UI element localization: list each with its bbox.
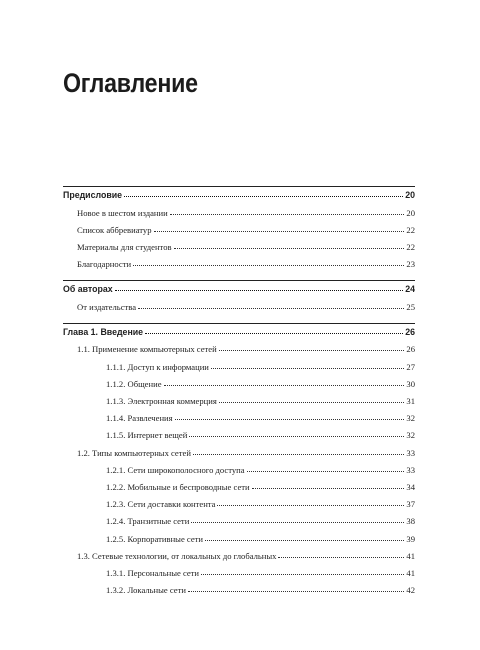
dot-leader: [247, 471, 405, 472]
toc-entry: [63, 242, 415, 259]
toc-page-number: 30: [406, 378, 415, 389]
toc-entry-label: Глава 1. Введение: [63, 326, 144, 337]
toc-entry: [63, 344, 415, 361]
toc-entry-label: Благодарности: [77, 259, 132, 270]
toc-entry-label: 1.1.1. Доступ к информации: [106, 361, 209, 372]
toc-entry: [63, 225, 415, 242]
toc-heading-entry: [63, 190, 415, 208]
toc-entry: [63, 259, 415, 276]
toc-page-number: 23: [406, 259, 415, 270]
toc-entry-label: 1.2.1. Сети широкополосного доступа: [106, 464, 245, 475]
dot-leader: [175, 419, 405, 420]
dot-leader: [193, 454, 404, 455]
toc-entry: [63, 585, 415, 602]
toc-entry: [63, 551, 415, 568]
toc-page-number: 34: [406, 481, 415, 492]
page-title: Оглавление: [63, 68, 198, 98]
toc-entry-label: От издательства: [77, 301, 137, 312]
dot-leader: [170, 214, 405, 215]
toc-entry-label: 1.1.3. Электронная коммерция: [106, 396, 217, 406]
toc-page-number: 27: [406, 361, 415, 372]
toc-entry-label: 1.3. Сетевые технологии, от локальных до глобальных: [77, 550, 277, 561]
dot-leader: [174, 248, 405, 249]
table-of-contents: [63, 186, 415, 602]
dot-leader: [133, 265, 404, 266]
toc-entry: [63, 482, 415, 499]
dot-leader: [115, 290, 404, 291]
dot-leader: [252, 488, 405, 489]
toc-entry: [63, 430, 415, 447]
toc-section: [63, 280, 415, 319]
toc-entry-label: 1.3.2. Локальные сети: [106, 585, 186, 596]
toc-entry-label: 1.2.2. Мобильные и беспроводные сети: [106, 481, 250, 492]
toc-page-number: 26: [406, 344, 415, 355]
toc-page-number: 26: [405, 326, 415, 337]
toc-heading-entry: [63, 284, 415, 302]
toc-entry-label: Материалы для студентов: [77, 241, 172, 252]
toc-entry-label: 1.2. Типы компьютерных сетей: [77, 447, 191, 458]
dot-leader: [124, 196, 403, 197]
dot-leader: [219, 402, 405, 403]
toc-section: [63, 186, 415, 276]
toc-entry-label: 1.1. Применение компьютерных сетей: [77, 344, 217, 355]
toc-page-number: 32: [406, 430, 415, 441]
toc-entry: [63, 448, 415, 465]
toc-entry-label: 1.1.5. Интернет вещей: [106, 430, 188, 441]
dot-leader: [217, 505, 404, 506]
dot-leader: [191, 522, 404, 523]
toc-entry-label: 1.1.2. Общение: [106, 378, 162, 389]
toc-entry-label: Список аббревиатур: [77, 224, 152, 235]
toc-heading-entry: [63, 327, 415, 345]
toc-entry: [63, 208, 415, 225]
toc-page-number: 25: [406, 301, 415, 312]
toc-entry: [63, 534, 415, 551]
toc-entry: [63, 413, 415, 430]
toc-page-number: 31: [406, 396, 415, 406]
toc-entry-label: 1.3.1. Персональные сети: [106, 567, 200, 578]
toc-entry: [63, 396, 415, 413]
toc-entry: [63, 362, 415, 379]
toc-entry-label: Предисловие: [63, 190, 123, 200]
toc-entry: [63, 516, 415, 533]
toc-entry-label: 1.1.4. Развлечения: [106, 413, 173, 424]
dot-leader: [145, 333, 403, 334]
toc-page-number: 41: [406, 567, 415, 578]
toc-page-number: 37: [406, 499, 415, 510]
dot-leader: [219, 350, 405, 351]
dot-leader: [164, 385, 405, 386]
toc-page-number: 22: [406, 241, 415, 252]
toc-section: [63, 323, 415, 602]
dot-leader: [189, 436, 404, 437]
dot-leader: [201, 574, 404, 575]
toc-entry-label: 1.2.4. Транзитные сети: [106, 516, 190, 527]
toc-page-number: 32: [406, 413, 415, 424]
dot-leader: [154, 231, 405, 232]
dot-leader: [205, 540, 404, 541]
toc-page-number: 42: [406, 585, 415, 596]
toc-entry: [63, 302, 415, 319]
toc-page-number: 24: [405, 284, 415, 295]
dot-leader: [211, 368, 405, 369]
toc-page-number: 39: [406, 533, 415, 544]
toc-page-number: 38: [406, 516, 415, 527]
toc-page-number: 41: [406, 550, 415, 561]
toc-page-number: 22: [406, 224, 415, 235]
toc-entry-label: 1.2.3. Сети доставки контента: [106, 499, 216, 510]
toc-entry: [63, 465, 415, 482]
toc-page-number: 33: [406, 447, 415, 458]
dot-leader: [188, 591, 404, 592]
toc-entry: [63, 568, 415, 585]
toc-entry-label: Новое в шестом издании: [77, 207, 168, 218]
dot-leader: [278, 557, 404, 558]
dot-leader: [138, 308, 404, 309]
toc-entry: [63, 379, 415, 396]
toc-entry: [63, 499, 415, 516]
toc-page-number: 33: [406, 464, 415, 475]
toc-entry-label: Об авторах: [63, 284, 113, 295]
toc-entry-label: 1.2.5. Корпоративные сети: [106, 533, 204, 544]
toc-page-number: 20: [406, 207, 415, 218]
toc-page-number: 20: [405, 190, 415, 200]
